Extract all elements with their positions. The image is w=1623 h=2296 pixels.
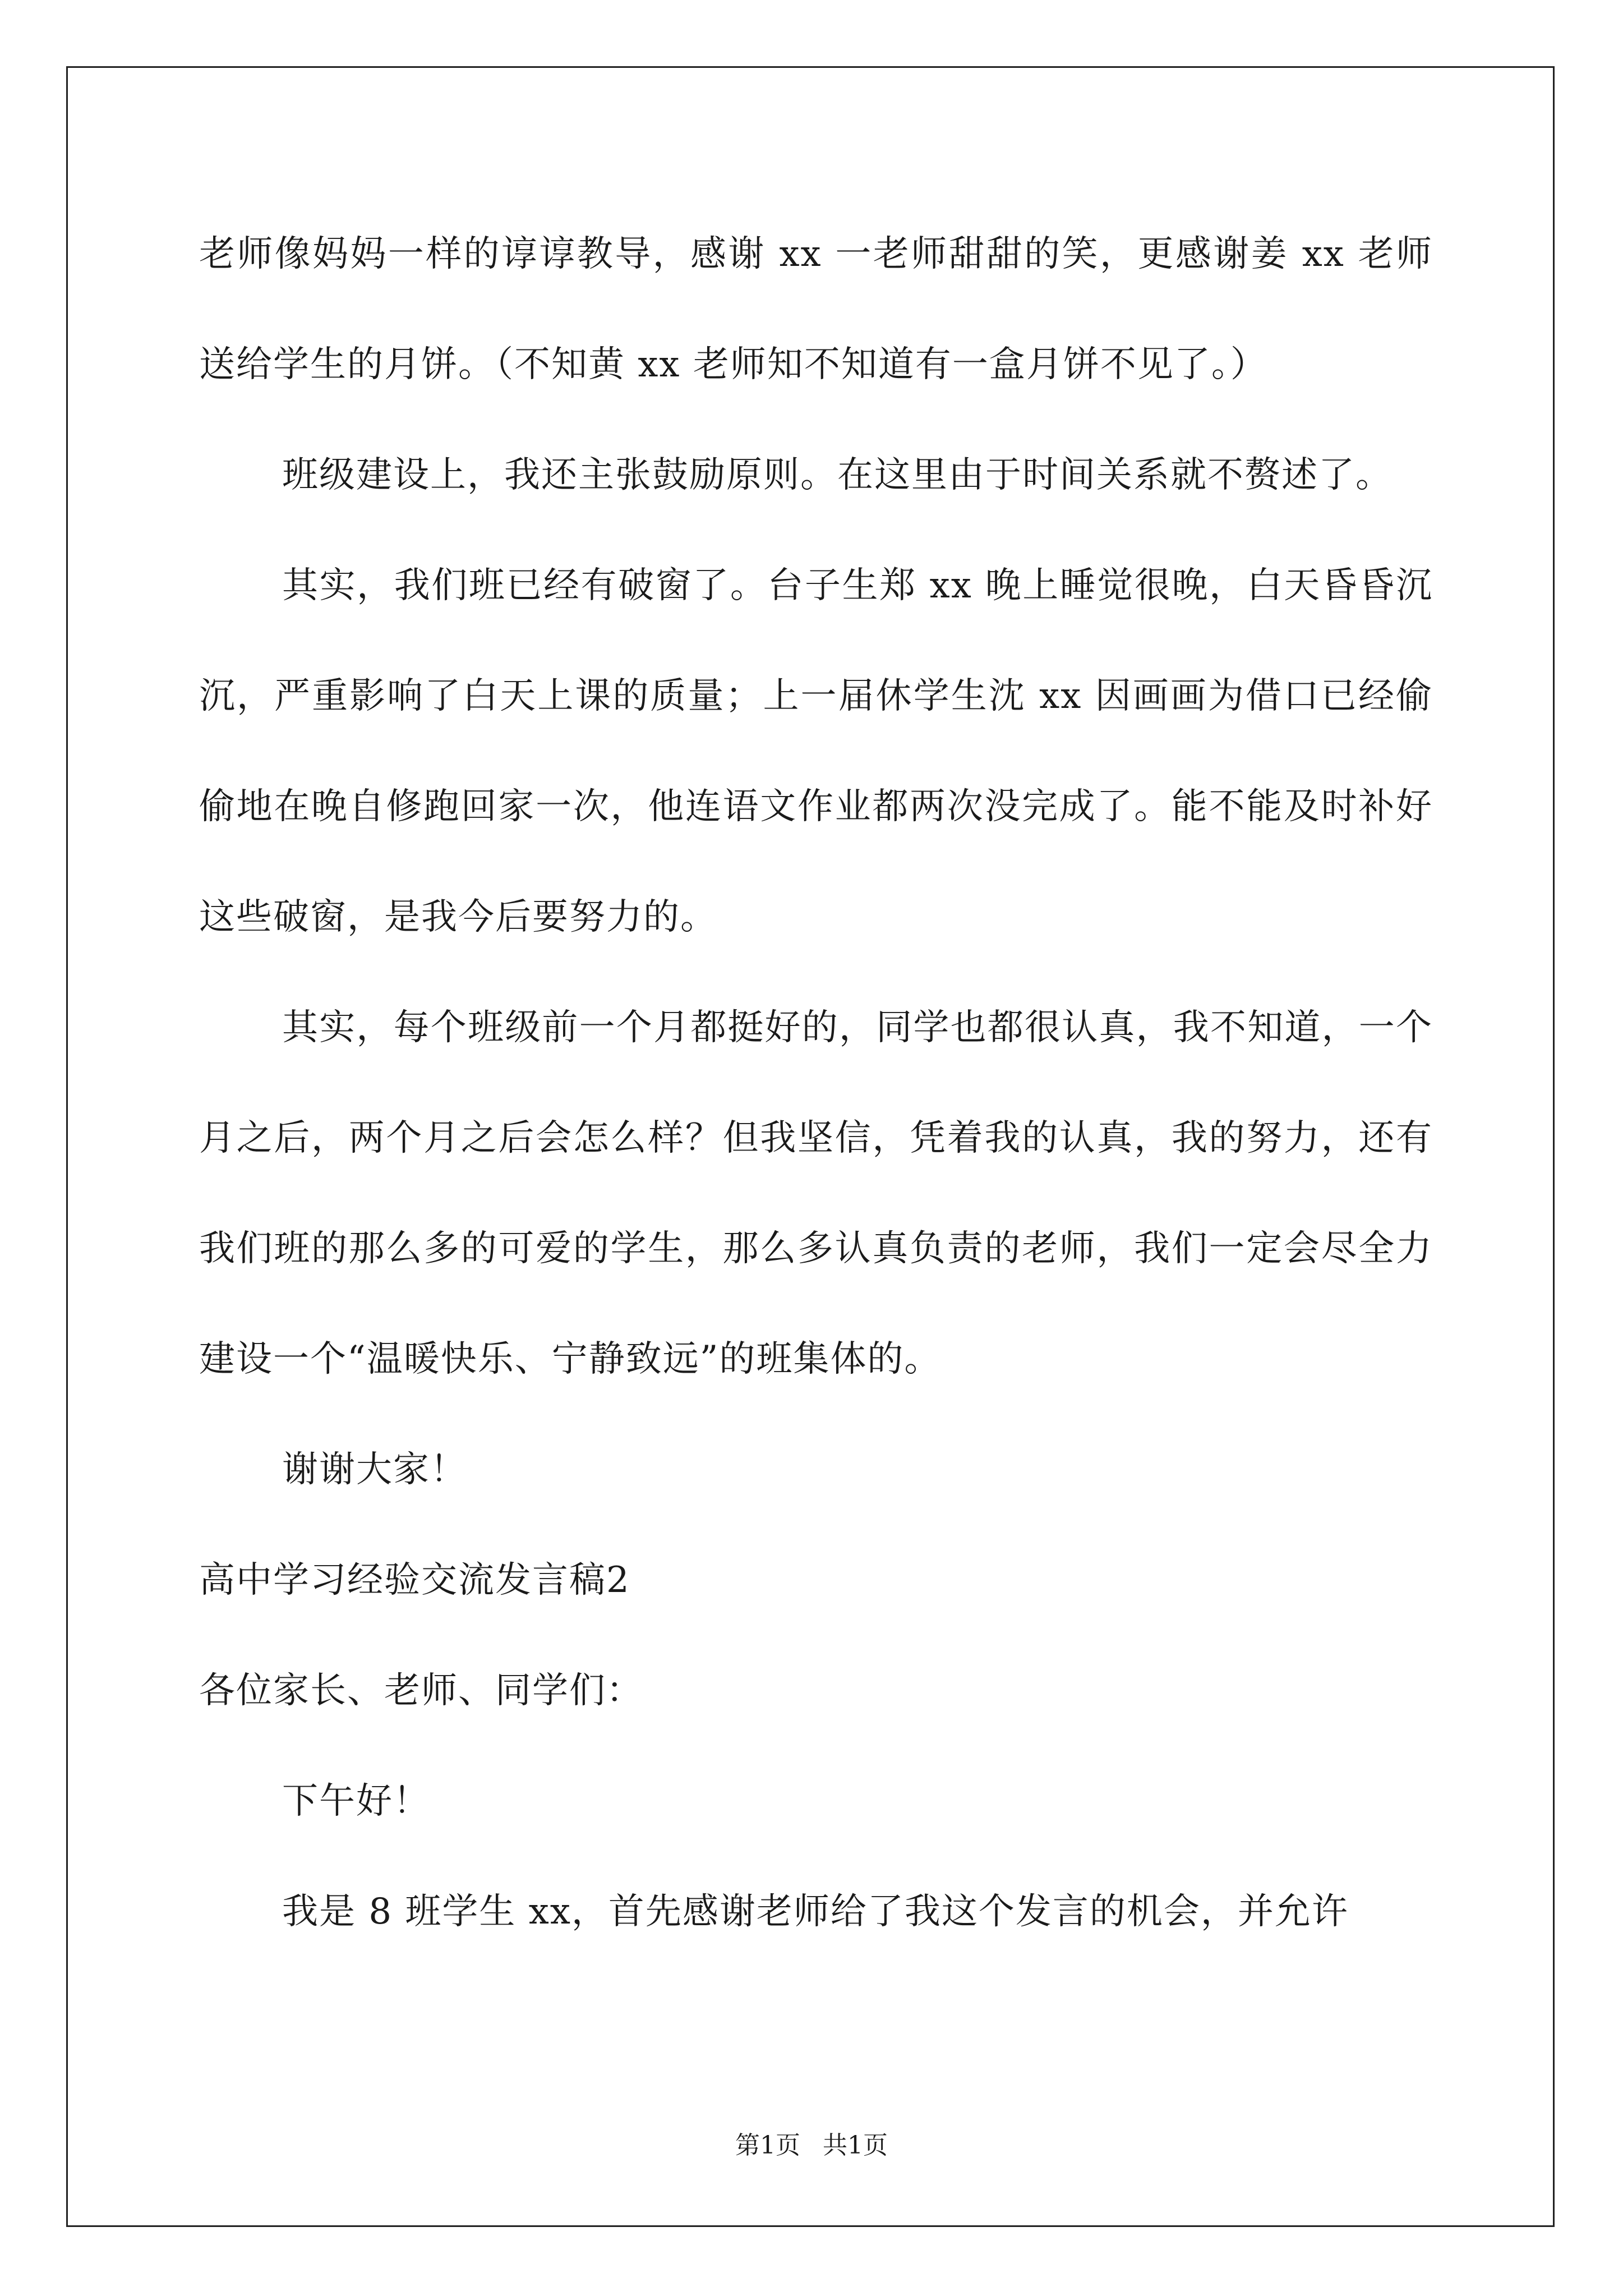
salutation: 各位家长、老师、同学们： bbox=[199, 1670, 643, 1711]
paragraph-4: 其实，每个班级前一个月都挺好的，同学也都很认真，我不知道，一个月之后，两个月之后会怎么样？但我坚信，凭着我的认真，我的努力，还有我们班的那么多的可爱的学生，那么多认真负责的老师，我们一定会尽全力建设一个“温暖快乐、宁静致远”的班集体的。 bbox=[199, 1007, 1433, 1380]
paragraph-2: 班级建设上，我还主张鼓励原则。在这里由于时间关系就不赘述了。 bbox=[282, 454, 1393, 496]
page-footer bbox=[0, 2129, 1623, 2162]
paragraph-5: 谢谢大家！ bbox=[282, 1449, 467, 1490]
paragraph-3: 其实，我们班已经有破窗了。台子生郑 xx 晚上睡觉很晚，白天昏昏沉沉，严重影响了白天上课的质量；上一届休学生沈 xx 因画画为借口已经偷偷地在晚自修跑回家一次，他连语文作业都两次没完成了。能不能及时补好这些破窗，是我今后要努力的。 bbox=[199, 565, 1433, 938]
greeting: 下午好！ bbox=[282, 1780, 430, 1822]
paragraph-9: 我是 8 班学生 xx，首先感谢老师给了我这个发言的机会，并允许 bbox=[282, 1891, 1349, 1932]
page-number-current: 第1页 bbox=[735, 2131, 800, 2160]
page-number-total: 共1页 bbox=[823, 2131, 888, 2160]
paragraph-1: 老师像妈妈一样的谆谆教导，感谢 xx 一老师甜甜的笑，更感谢姜 xx 老师送给学生的月饼。（不知黄 xx 老师知不知道有一盒月饼不见了。） bbox=[199, 233, 1433, 385]
document-body bbox=[199, 199, 1433, 1967]
section-heading: 高中学习经验交流发言稿2 bbox=[199, 1559, 630, 1601]
